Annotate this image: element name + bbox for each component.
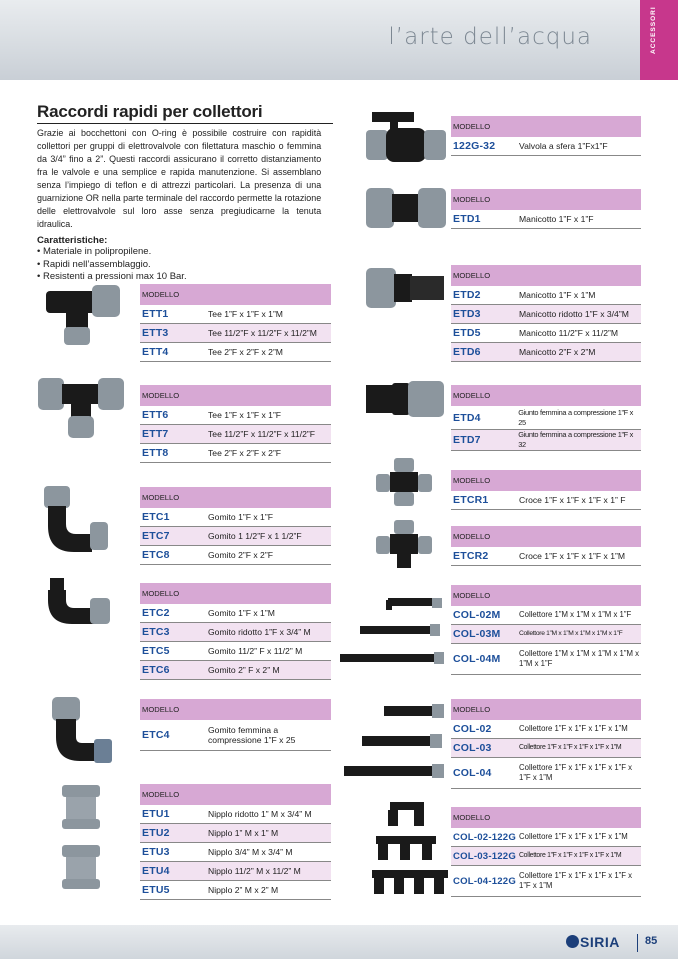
model-description: Tee 2”F x 2”F x 2”M [208,347,283,357]
table-row [451,739,641,758]
table-row [140,425,331,444]
model-description: Nipplo 11/2” M x 11/2” M [208,866,301,876]
cross-fitting-image [376,458,432,506]
model-code: COL-03 [453,742,492,754]
model-description: Manicotto ridotto 1”F x 3/4”M [519,309,629,319]
table-row [140,661,331,680]
table-row [451,305,641,324]
model-code: COL-02 [453,723,492,735]
table-row [140,444,331,463]
table-etd-coupling [451,265,641,362]
tee-fitting-ff-image [36,376,126,440]
model-code: ETD4 [453,411,481,424]
table-etd1 [451,189,641,229]
table-header: MODELLO [140,784,331,805]
table-row [451,758,641,789]
model-description: Collettore 1”F x 1”F x 1”F x 1”F x 1”M [519,744,622,751]
model-code: ETD3 [453,308,481,320]
model-description: Collettore 1”F x 1”F x 1”F x 1”F x 1”M [519,852,622,859]
table-row [140,527,331,546]
table-row [140,843,331,862]
feature-item: • Rapidi nell’assemblaggio. [37,258,151,270]
section-tab [640,0,678,80]
model-description: Gomito 11/2” F x 11/2” M [208,646,303,656]
model-code: ETC6 [142,664,170,676]
table-122g [451,116,641,156]
model-description: Valvola a sfera 1”Fx1”F [519,141,608,151]
model-description: Gomito femmina a compressione 1”F x 25 [208,725,296,745]
feature-item: • Resistenti a pressioni max 10 Bar. [37,271,187,282]
table-row [140,805,331,824]
model-code: 122G-32 [453,140,496,152]
table-row [140,508,331,527]
ball-valve-image [364,108,448,168]
model-description: Gomito ridotto 1”F x 3/4” M [208,627,311,637]
model-code: ETD2 [453,289,481,301]
table-row [451,866,641,897]
feature-item: • Materiale in polipropilene. [37,246,152,257]
table-ett-tee-ffm [140,284,331,362]
table-etc4 [140,699,331,751]
table-row [451,137,641,156]
model-description: Nipplo 3/4” M x 3/4” M [208,847,293,857]
model-description: Tee 1”F x 1”F x 1”M [208,309,283,319]
features-title: Caratteristiche: [37,235,108,246]
manifold-male-image [338,596,448,670]
model-description: Tee 1”F x 1”F x 1”F [208,410,282,420]
table-header: MODELLO [451,385,641,406]
model-code: COL-04 [453,767,492,779]
cross-fitting-male-image [376,520,432,570]
model-code: ETC1 [142,511,170,523]
elbow-male-image [46,576,112,626]
table-etcr2 [451,526,641,566]
table-header: MODELLO [451,470,641,491]
table-header: MODELLO [451,116,641,137]
table-row [451,828,641,847]
table-row [451,847,641,866]
table-col-f [451,699,641,789]
model-code: ETU5 [142,884,170,896]
model-code: COL-02M [453,609,501,621]
compression-coupling-image [364,379,448,419]
page-header [0,0,640,80]
model-code: ETD5 [453,327,481,339]
model-description: Gomito 2”F x 2”F [208,550,273,560]
model-description: Croce 1”F x 1”F x 1”F x 1” F [519,495,626,505]
table-header: MODELLO [451,265,641,286]
table-row [451,606,641,625]
table-row [451,720,641,739]
table-header: MODELLO [451,585,641,606]
model-code: ETT1 [142,308,169,320]
model-code: COL-02-122G [453,831,516,843]
model-code: ETT4 [142,346,169,358]
model-description: Manicotto 1”F x 1”M [519,290,596,300]
model-code: ETCR1 [453,494,489,506]
table-row [140,720,331,751]
model-code: COL-04M [453,653,501,665]
tee-fitting-image [42,283,124,349]
model-description: Collettore 1”F x 1”F x 1”F x 1”F x 1”F x 1”M [519,763,633,782]
table-row [451,324,641,343]
coupling-fm-image [364,266,448,312]
model-description: Giunto femmina a compressione 1”F x 32 [518,430,634,449]
model-code: ETD6 [453,346,481,358]
model-description: Gomito 1”F x 1”F [208,512,273,522]
model-description: Manicotto 1”F x 1”F [519,214,594,224]
table-row [140,623,331,642]
model-code: ETT7 [142,428,169,440]
table-etd-compression [451,385,641,451]
table-row [451,343,641,362]
manifold-female-image [342,702,446,788]
model-description: Manicotto 11/2”F x 11/2”M [519,328,619,338]
model-code: ETCR2 [453,550,489,562]
table-row [451,406,641,430]
table-row [451,625,641,644]
header-title: l’arte dell’acqua [388,24,592,50]
model-description: Collettore 1”M x 1”M x 1”M x 1”F [519,610,632,619]
brand-logo [566,934,620,950]
model-code: ETC2 [142,607,170,619]
table-header: MODELLO [140,487,331,508]
table-header: MODELLO [451,526,641,547]
model-description: Collettore 1”M x 1”M x 1”M x 1”M x 1”F [519,630,623,637]
model-code: ETC4 [142,729,170,741]
table-header: MODELLO [140,284,331,305]
nipple-fitting-image [58,783,104,893]
table-row [451,430,641,451]
page-number: 85 [645,935,658,947]
model-description: Gomito 2” F x 2” M [208,665,280,675]
model-description: Gomito 1 1/2”F x 1 1/2”F [208,531,302,541]
model-description: Collettore 1”M x 1”M x 1”M x 1”M x 1”M x 1”F [519,649,640,668]
table-row [140,862,331,881]
section-tab-label: ACCESSORI [650,6,657,54]
model-description: Collettore 1”F x 1”F x 1”F x 1”M [519,832,628,841]
elbow-compression-image [48,695,114,765]
table-row [451,491,641,510]
model-description: Giunto femmina a compressione 1”F x 25 [518,407,634,427]
intro-section [37,102,333,284]
model-code: ETD1 [453,213,481,225]
model-code: COL-03M [453,628,501,640]
model-code: ETU4 [142,865,170,877]
table-row [140,305,331,324]
section-title: Raccordi rapidi per collettori [37,102,333,124]
model-description: Nipplo ridotto 1” M x 3/4” M [208,809,312,819]
table-header: MODELLO [140,583,331,604]
model-description: Gomito 1”F x 1”M [208,608,275,618]
manifold-valve-image [372,796,450,900]
page-number-divider [637,934,638,952]
table-row [451,286,641,305]
table-row [451,644,641,675]
elbow-fitting-image [40,484,112,554]
model-code: ETC3 [142,626,170,638]
table-row [140,824,331,843]
model-code: ETU3 [142,846,170,858]
model-code: COL-03-122G [453,850,516,862]
table-header: MODELLO [451,189,641,210]
logo-mark-icon [566,935,579,948]
table-etc-elbow-fm [140,583,331,680]
model-description: Tee 2”F x 2”F x 2”F [208,448,282,458]
intro-paragraph: Grazie ai bocchettoni con O-ring è possibile costruire con rapidità collettori per gruppi di elettrovalvole con filettatura maschio o femmina da 3/4” fino a 2”. Questi raccordi assicurano il corretto distanziamento fra le valvole e una semplice e rapida manutenzione. Si assemblano senza l’impiego di teflon e di attrezzi particolari. La presenza di una guarnizione OR nella parte terminale del raccordo permette la rotazione delle elettrovalvole sul loro asse senza pregiudicarne la tenuta idraulica. [37,128,322,229]
model-code: ETC7 [142,530,170,542]
table-header: MODELLO [451,807,641,828]
brand-name: SIRIA [580,934,620,950]
model-code: ETT3 [142,327,169,339]
model-code: ETU1 [142,808,170,820]
model-code: ETU2 [142,827,170,839]
coupling-ff-image [364,186,448,232]
table-row [451,210,641,229]
model-description: Nipplo 2” M x 2” M [208,885,279,895]
model-code: ETT8 [142,447,169,459]
model-code: ETC5 [142,645,170,657]
table-row [451,547,641,566]
table-header: MODELLO [140,699,331,720]
model-description: Tee 11/2”F x 11/2”F x 11/2”M [208,328,317,338]
table-row [140,546,331,565]
features-list [37,246,333,284]
table-ett-tee-fff [140,385,331,463]
table-etcr1 [451,470,641,510]
model-description: Nipplo 1” M x 1” M [208,828,279,838]
model-description: Collettore 1”F x 1”F x 1”F x 1”M [519,724,628,733]
model-code: ETC8 [142,549,170,561]
table-row [140,642,331,661]
table-row [140,343,331,362]
table-col-122g [451,807,641,897]
model-code: ETD7 [453,434,481,446]
table-etu-nipple [140,784,331,900]
table-row [140,406,331,425]
table-row [140,881,331,900]
table-etc-elbow-ff [140,487,331,565]
model-code: ETT6 [142,409,169,421]
table-col-m [451,585,641,675]
model-description: Collettore 1”F x 1”F x 1”F x 1”F x 1”F x 1”M [519,871,633,890]
model-description: Croce 1”F x 1”F x 1”F x 1”M [519,551,625,561]
table-row [140,604,331,623]
model-description: Manicotto 2”F x 2”M [519,347,596,357]
model-description: Tee 11/2”F x 11/2”F x 11/2”F [208,429,315,439]
table-row [140,324,331,343]
table-header: MODELLO [451,699,641,720]
model-code: COL-04-122G [453,875,516,887]
table-header: MODELLO [140,385,331,406]
